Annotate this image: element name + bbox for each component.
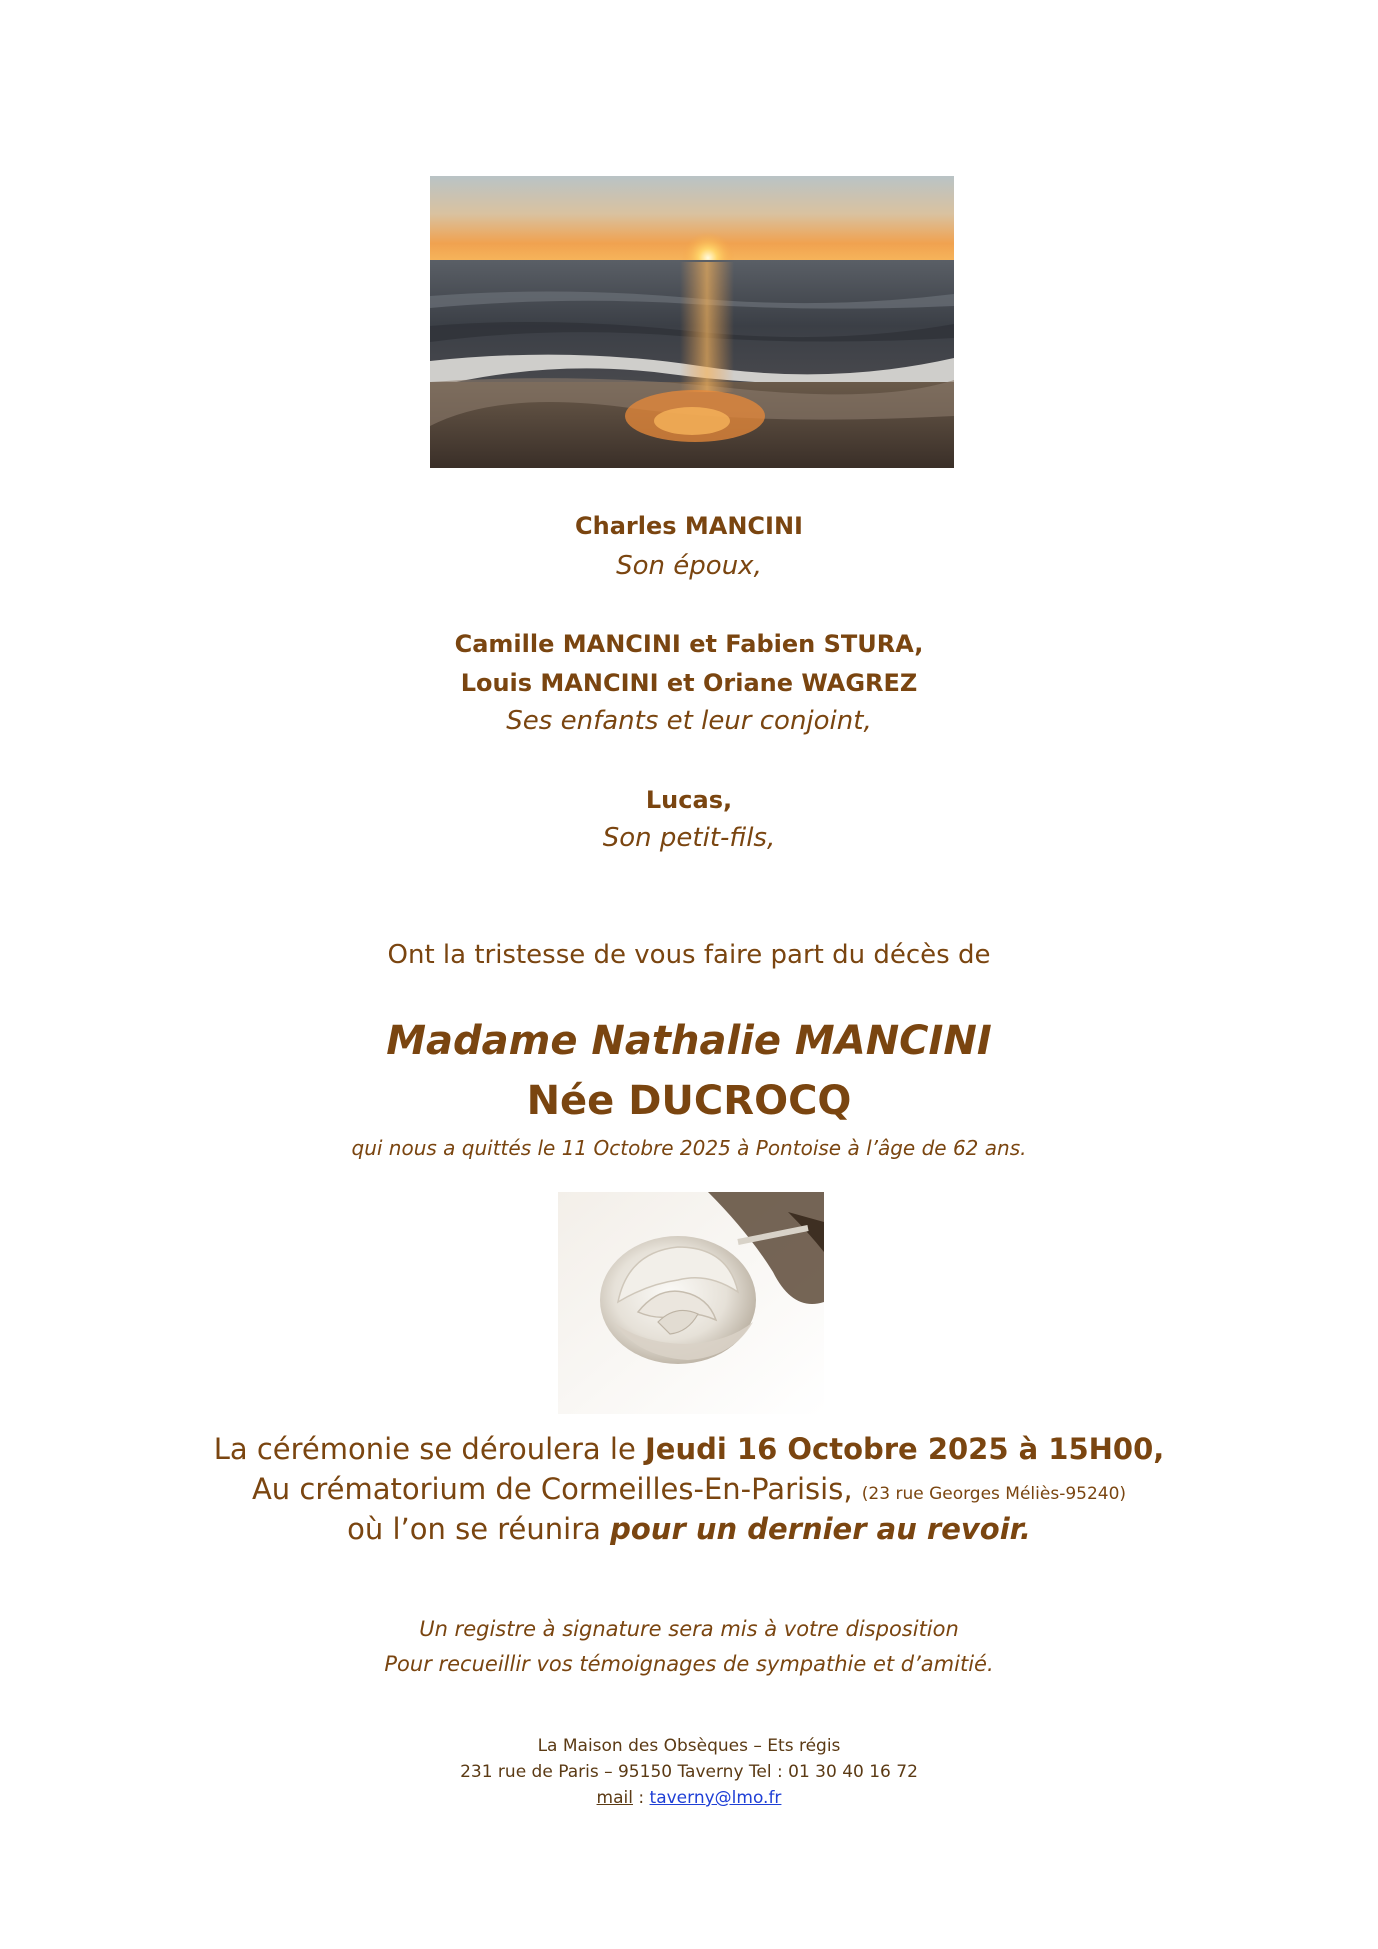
- sunset-photo: [430, 176, 954, 468]
- deceased-name: Madame Nathalie MANCINI: [386, 1018, 992, 1064]
- children-line-1: Camille MANCINI et Fabien STURA,: [454, 630, 924, 658]
- ceremony-line-1: [0, 1432, 1378, 1466]
- ceremony-line-1-prefix: La cérémonie se déroulera le: [213, 1432, 646, 1466]
- ceremony-line-3-prefix: où l’on se réunira: [347, 1512, 611, 1546]
- grandchild-role: Son petit-fils,: [602, 823, 776, 853]
- ceremony-date: Jeudi 16 Octobre 2025 à 15H00,: [645, 1432, 1165, 1466]
- footer-company: La Maison des Obsèques – Ets régis: [537, 1736, 841, 1756]
- children-line-2: Louis MANCINI et Oriane WAGREZ: [460, 669, 918, 697]
- white-rose-photo: [558, 1192, 824, 1414]
- maiden-name: Née DUCROCQ: [526, 1078, 852, 1124]
- ceremony-place: Au crématorium de Cormeilles-En-Parisis,: [251, 1472, 862, 1506]
- ceremony-address: (23 rue Georges Méliès-95240): [861, 1484, 1127, 1504]
- husband-role: Son époux,: [616, 551, 762, 581]
- announcement-intro: Ont la tristesse de vous faire part du décès de: [387, 940, 991, 970]
- email-link[interactable]: taverny@lmo.fr: [649, 1788, 782, 1808]
- mail-label: mail: [596, 1788, 633, 1808]
- ceremony-line-3: [0, 1512, 1378, 1546]
- grandchild-name: Lucas,: [645, 786, 733, 814]
- ceremony-farewell: pour un dernier au revoir.: [610, 1512, 1031, 1546]
- ceremony-line-2: [0, 1472, 1378, 1506]
- children-role: Ses enfants et leur conjoint,: [506, 706, 872, 736]
- footer-address: 231 rue de Paris – 95150 Taverny Tel : 01 30 40 16 72: [460, 1762, 918, 1782]
- register-line-2: Pour recueillir vos témoignages de sympathie et d’amitié.: [384, 1652, 994, 1676]
- mail-separator: :: [632, 1788, 650, 1808]
- register-line-1: Un registre à signature sera mis à votre disposition: [419, 1617, 959, 1641]
- husband-name: Charles MANCINI: [575, 512, 803, 540]
- death-details: qui nous a quittés le 11 Octobre 2025 à Pontoise à l’âge de 62 ans.: [351, 1136, 1027, 1160]
- footer-mail-line: [0, 1788, 1378, 1808]
